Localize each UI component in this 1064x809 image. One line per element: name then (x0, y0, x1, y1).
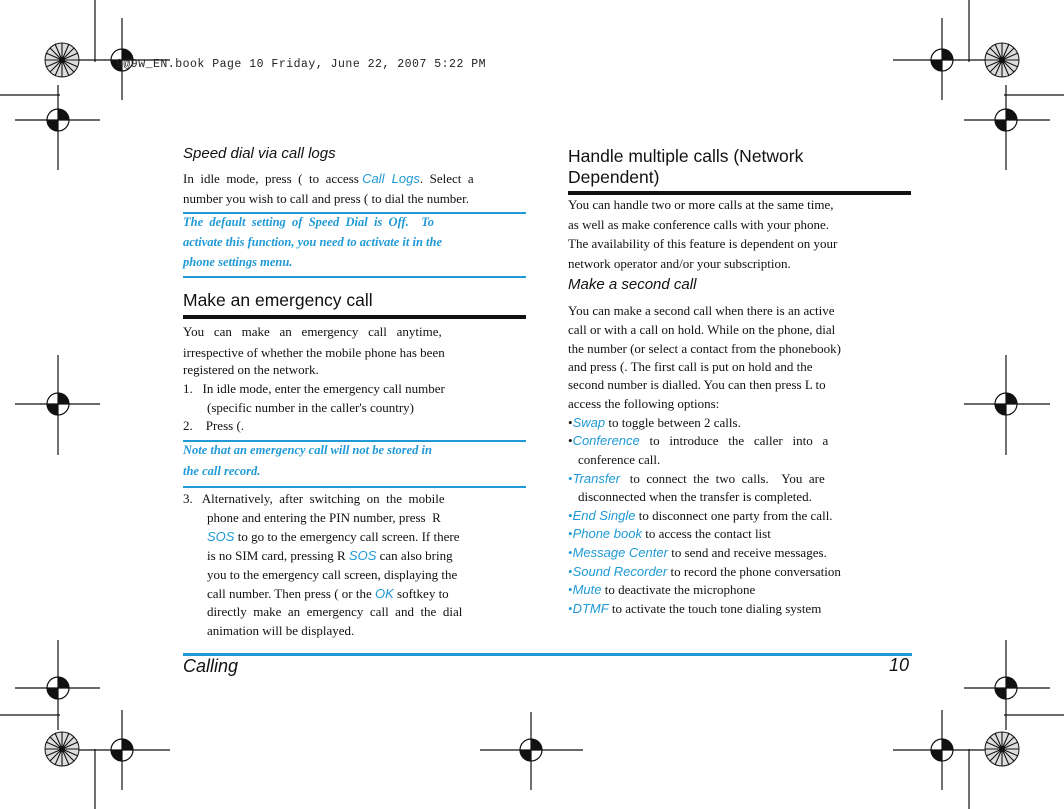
section-title-multiple-calls-line2: Dependent) (568, 167, 660, 187)
bullet-icon: • (568, 508, 573, 523)
list-item-continued: conference call. (578, 452, 661, 467)
option-keyword: Phone book (572, 526, 642, 541)
list-item (568, 524, 771, 543)
note-rule-bottom (183, 276, 526, 278)
text: is no SIM card, pressing R (207, 548, 349, 563)
list-item (568, 599, 821, 618)
note-line: phone settings menu. (183, 255, 293, 269)
note-line: activate this function, you need to activate it in the (183, 235, 443, 249)
sos-keyword: SOS (348, 548, 377, 563)
list-item (568, 431, 828, 450)
option-text: to record the phone conversation (667, 564, 841, 579)
bullet-icon: • (568, 471, 573, 486)
option-text: to deactivate the microphone (601, 582, 756, 597)
list-item: 1. In idle mode, enter the emergency call number (183, 381, 445, 396)
option-text: to access the contact list (641, 526, 771, 541)
option-text: to toggle between 2 calls. (605, 415, 741, 430)
list-item-continued: you to the emergency call screen, displaying the (207, 567, 458, 582)
paragraph-line: You can handle two or more calls at the same time, (568, 197, 834, 212)
paragraph-line: the number (or select a contact from the phonebook) (568, 341, 841, 356)
list-item (568, 543, 827, 562)
paragraph-line: call or with a call on hold. While on the phone, dial (568, 322, 836, 337)
paragraph-line: as well as make conference calls with your phone. (568, 217, 829, 232)
bullet-icon: • (568, 433, 573, 448)
list-item (568, 562, 841, 581)
list-item-continued (207, 584, 449, 603)
option-text: to send and receive messages. (667, 545, 827, 560)
list-item-continued: phone and entering the PIN number, press R (207, 510, 441, 525)
paragraph-line: The availability of this feature is dependent on your (568, 236, 838, 251)
bullet-icon: • (568, 545, 573, 560)
text: . Select a (419, 171, 474, 186)
option-keyword: Mute (572, 582, 602, 597)
option-keyword: Swap (572, 415, 606, 430)
footer-section-name: Calling (183, 656, 239, 676)
option-keyword: Message Center (572, 545, 668, 560)
list-item-continued (207, 527, 459, 546)
paragraph-line: registered on the network. (183, 362, 319, 377)
list-item: 3. Alternatively, after switching on the mobile (183, 491, 445, 506)
list-item-continued: disconnected when the transfer is completed. (578, 489, 812, 504)
ok-keyword: OK (375, 586, 394, 601)
note-line: Note that an emergency call will not be stored in (183, 443, 432, 457)
paragraph-line: number you wish to call and press ( to dial the number. (183, 191, 469, 206)
paragraph-line: You can make an emergency call anytime, (183, 324, 442, 339)
option-text: to connect the two calls. You are (620, 471, 825, 486)
note-line: the call record. (183, 464, 261, 478)
call-logs-keyword: Call Logs (362, 171, 420, 186)
sos-keyword: SOS (207, 529, 235, 544)
paragraph-line: network operator and/or your subscription. (568, 256, 791, 271)
footer-rule (183, 653, 912, 656)
page-number: 10 (889, 655, 910, 675)
bullet-icon: • (568, 415, 573, 430)
option-keyword: Transfer (572, 471, 620, 486)
option-keyword: DTMF (572, 601, 609, 616)
option-text: to disconnect one party from the call. (635, 508, 833, 523)
option-text: to activate the touch tone dialing system (608, 601, 822, 616)
text: In idle mode, press ( to access (183, 171, 359, 186)
section-title-emergency: Make an emergency call (183, 290, 373, 310)
page-header-stamp: 9@9w_EN.book Page 10 Friday, June 22, 2007 5:22 PM (116, 58, 487, 71)
paragraph-line: second number is dialled. You can then press L to (568, 377, 826, 392)
list-item (568, 580, 755, 599)
note-line: The default setting of Speed Dial is Off. To (183, 215, 435, 229)
list-item-continued: animation will be displayed. (207, 623, 355, 638)
list-item-continued: directly make an emergency call and the dial (207, 604, 463, 619)
bullet-icon: • (568, 564, 573, 579)
list-item (568, 413, 741, 432)
paragraph-line: You can make a second call when there is an active (568, 303, 835, 318)
list-item (568, 506, 833, 525)
text: can also bring (376, 548, 453, 563)
paragraph-line (183, 169, 474, 188)
option-keyword: Sound Recorder (572, 564, 668, 579)
section-title-speed-dial: Speed dial via call logs (183, 145, 336, 162)
text: softkey to (393, 586, 449, 601)
heading-rule (183, 315, 526, 319)
section-title-second-call: Make a second call (568, 276, 697, 293)
paragraph-line: irrespective of whether the mobile phone has been (183, 345, 445, 360)
list-item-continued (207, 546, 453, 565)
text: call number. Then press ( or the (207, 586, 375, 601)
text: to go to the emergency call screen. If there (234, 529, 460, 544)
bullet-icon: • (568, 526, 573, 541)
option-text: to introduce the caller into a (639, 433, 829, 448)
bullet-icon: • (568, 582, 573, 597)
paragraph-line: and press (. The first call is put on hold and the (568, 359, 813, 374)
list-item-continued: (specific number in the caller's country) (207, 400, 415, 415)
section-title-multiple-calls: Handle multiple calls (Network (568, 146, 804, 166)
option-keyword: Conference (572, 433, 640, 448)
bullet-icon: • (568, 601, 573, 616)
paragraph-line: access the following options: (568, 396, 720, 411)
option-keyword: End Single (572, 508, 636, 523)
list-item (568, 469, 825, 488)
list-item: 2. Press (. (183, 418, 245, 433)
note-rule-bottom (183, 486, 526, 488)
